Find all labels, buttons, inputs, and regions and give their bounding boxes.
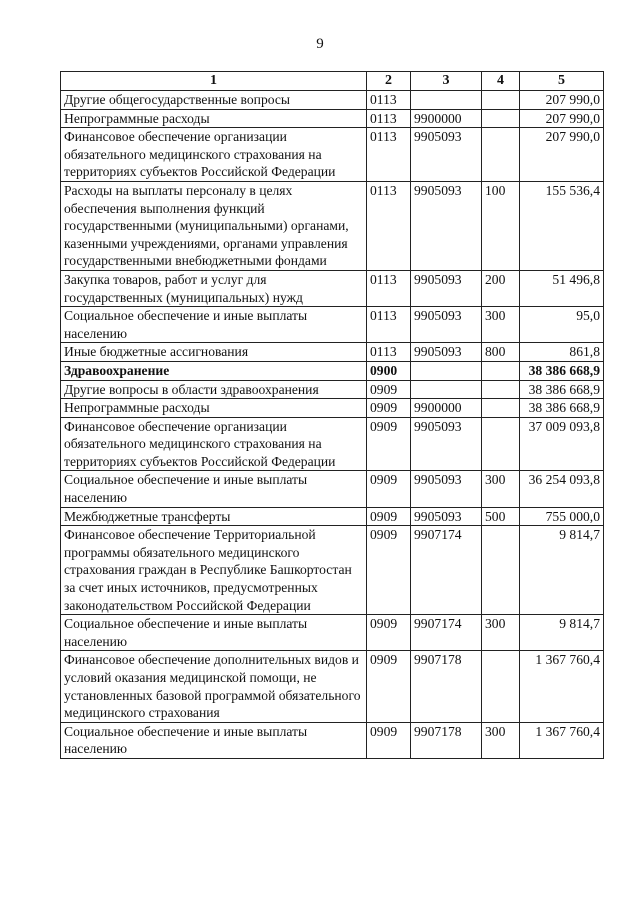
row-type-cell (482, 380, 520, 399)
table-row (61, 526, 604, 615)
row-section-cell: 0113 (367, 181, 411, 270)
table-row (61, 270, 604, 306)
row-type-cell: 300 (482, 471, 520, 507)
row-amount-cell: 207 990,0 (520, 109, 604, 128)
table-row (61, 109, 604, 128)
row-name-cell: Социальное обеспечение и иные выплаты населению (61, 307, 367, 343)
table-header-row (61, 72, 604, 91)
row-section-cell: 0909 (367, 380, 411, 399)
row-name-cell: Здравоохранение (61, 361, 367, 380)
row-article-cell: 9907174 (411, 526, 482, 615)
row-name-cell: Другие общегосударственные вопросы (61, 91, 367, 110)
row-article-cell: 9905093 (411, 471, 482, 507)
row-type-cell: 100 (482, 181, 520, 270)
row-article-cell: 9905093 (411, 128, 482, 182)
row-amount-cell: 36 254 093,8 (520, 471, 604, 507)
row-type-cell (482, 417, 520, 471)
row-article-cell: 9905093 (411, 307, 482, 343)
row-amount-cell: 38 386 668,9 (520, 361, 604, 380)
row-article-cell: 9905093 (411, 343, 482, 362)
row-section-cell: 0900 (367, 361, 411, 380)
page-number: 9 (316, 36, 324, 52)
table-row (61, 417, 604, 471)
row-type-cell (482, 109, 520, 128)
table-row (61, 507, 604, 526)
row-article-cell: 9905093 (411, 417, 482, 471)
table-row (61, 722, 604, 758)
table-row (61, 380, 604, 399)
header-col-4: 4 (482, 72, 520, 91)
table-row (61, 128, 604, 182)
row-amount-cell: 9 814,7 (520, 526, 604, 615)
row-article-cell: 9907178 (411, 722, 482, 758)
row-type-cell (482, 91, 520, 110)
row-amount-cell: 38 386 668,9 (520, 399, 604, 418)
row-amount-cell: 861,8 (520, 343, 604, 362)
row-name-cell: Социальное обеспечение и иные выплаты населению (61, 471, 367, 507)
row-article-cell: 9905093 (411, 270, 482, 306)
table-row (61, 471, 604, 507)
table-row (61, 399, 604, 418)
row-amount-cell: 155 536,4 (520, 181, 604, 270)
row-type-cell: 500 (482, 507, 520, 526)
row-type-cell: 300 (482, 722, 520, 758)
row-name-cell: Непрограммные расходы (61, 109, 367, 128)
row-article-cell (411, 361, 482, 380)
row-amount-cell: 95,0 (520, 307, 604, 343)
row-section-cell: 0113 (367, 128, 411, 182)
row-article-cell: 9905093 (411, 181, 482, 270)
table-row (61, 343, 604, 362)
row-name-cell: Закупка товаров, работ и услуг для государственных (муниципальных) нужд (61, 270, 367, 306)
row-article-cell (411, 380, 482, 399)
header-col-1: 1 (61, 72, 367, 91)
row-section-cell: 0909 (367, 651, 411, 722)
row-type-cell: 200 (482, 270, 520, 306)
row-type-cell (482, 361, 520, 380)
row-section-cell: 0909 (367, 526, 411, 615)
row-section-cell: 0113 (367, 91, 411, 110)
row-amount-cell: 1 367 760,4 (520, 651, 604, 722)
row-amount-cell: 207 990,0 (520, 91, 604, 110)
row-amount-cell: 1 367 760,4 (520, 722, 604, 758)
row-name-cell: Непрограммные расходы (61, 399, 367, 418)
budget-table (60, 71, 604, 759)
row-type-cell: 300 (482, 307, 520, 343)
row-name-cell: Другие вопросы в области здравоохранения (61, 380, 367, 399)
row-amount-cell: 207 990,0 (520, 128, 604, 182)
row-article-cell: 9907178 (411, 651, 482, 722)
header-col-5: 5 (520, 72, 604, 91)
row-article-cell: 9900000 (411, 399, 482, 418)
row-amount-cell: 755 000,0 (520, 507, 604, 526)
row-amount-cell: 37 009 093,8 (520, 417, 604, 471)
row-article-cell (411, 91, 482, 110)
row-amount-cell: 51 496,8 (520, 270, 604, 306)
row-section-cell: 0909 (367, 615, 411, 651)
row-section-cell: 0909 (367, 722, 411, 758)
row-section-cell: 0113 (367, 307, 411, 343)
row-section-cell: 0909 (367, 471, 411, 507)
row-article-cell: 9905093 (411, 507, 482, 526)
table-row (61, 615, 604, 651)
row-section-cell: 0113 (367, 270, 411, 306)
row-section-cell: 0113 (367, 343, 411, 362)
row-name-cell: Финансовое обеспечение дополнительных видов и условий оказания медицинской помощи, не установленных базовой программой обязательного медицинского страхования (61, 651, 367, 722)
table-row (61, 181, 604, 270)
row-section-cell: 0909 (367, 507, 411, 526)
table-row (61, 91, 604, 110)
row-amount-cell: 38 386 668,9 (520, 380, 604, 399)
row-name-cell: Финансовое обеспечение организации обязательного медицинского страхования на территориях субъектов Российской Федерации (61, 417, 367, 471)
row-name-cell: Социальное обеспечение и иные выплаты населению (61, 615, 367, 651)
row-name-cell: Иные бюджетные ассигнования (61, 343, 367, 362)
table-row (61, 307, 604, 343)
row-name-cell: Социальное обеспечение и иные выплаты населению (61, 722, 367, 758)
row-section-cell: 0909 (367, 399, 411, 418)
table-row (61, 651, 604, 722)
table-row (61, 361, 604, 380)
row-name-cell: Расходы на выплаты персоналу в целях обеспечения выполнения функций государственными (муниципальными) органами, казенными учреждениями, органами управления государственными внебюджетными фондами (61, 181, 367, 270)
row-name-cell: Финансовое обеспечение Территориальной программы обязательного медицинского страхования граждан в Республике Башкортостан за счет иных источников, предусмотренных законодательством Российской Федерации (61, 526, 367, 615)
row-section-cell: 0113 (367, 109, 411, 128)
row-article-cell: 9900000 (411, 109, 482, 128)
header-col-3: 3 (411, 72, 482, 91)
row-type-cell (482, 526, 520, 615)
row-article-cell: 9907174 (411, 615, 482, 651)
row-type-cell (482, 651, 520, 722)
row-name-cell: Финансовое обеспечение организации обязательного медицинского страхования на территориях субъектов Российской Федерации (61, 128, 367, 182)
row-type-cell: 800 (482, 343, 520, 362)
row-type-cell (482, 399, 520, 418)
header-col-2: 2 (367, 72, 411, 91)
row-name-cell: Межбюджетные трансферты (61, 507, 367, 526)
row-type-cell: 300 (482, 615, 520, 651)
row-type-cell (482, 128, 520, 182)
row-amount-cell: 9 814,7 (520, 615, 604, 651)
row-section-cell: 0909 (367, 417, 411, 471)
